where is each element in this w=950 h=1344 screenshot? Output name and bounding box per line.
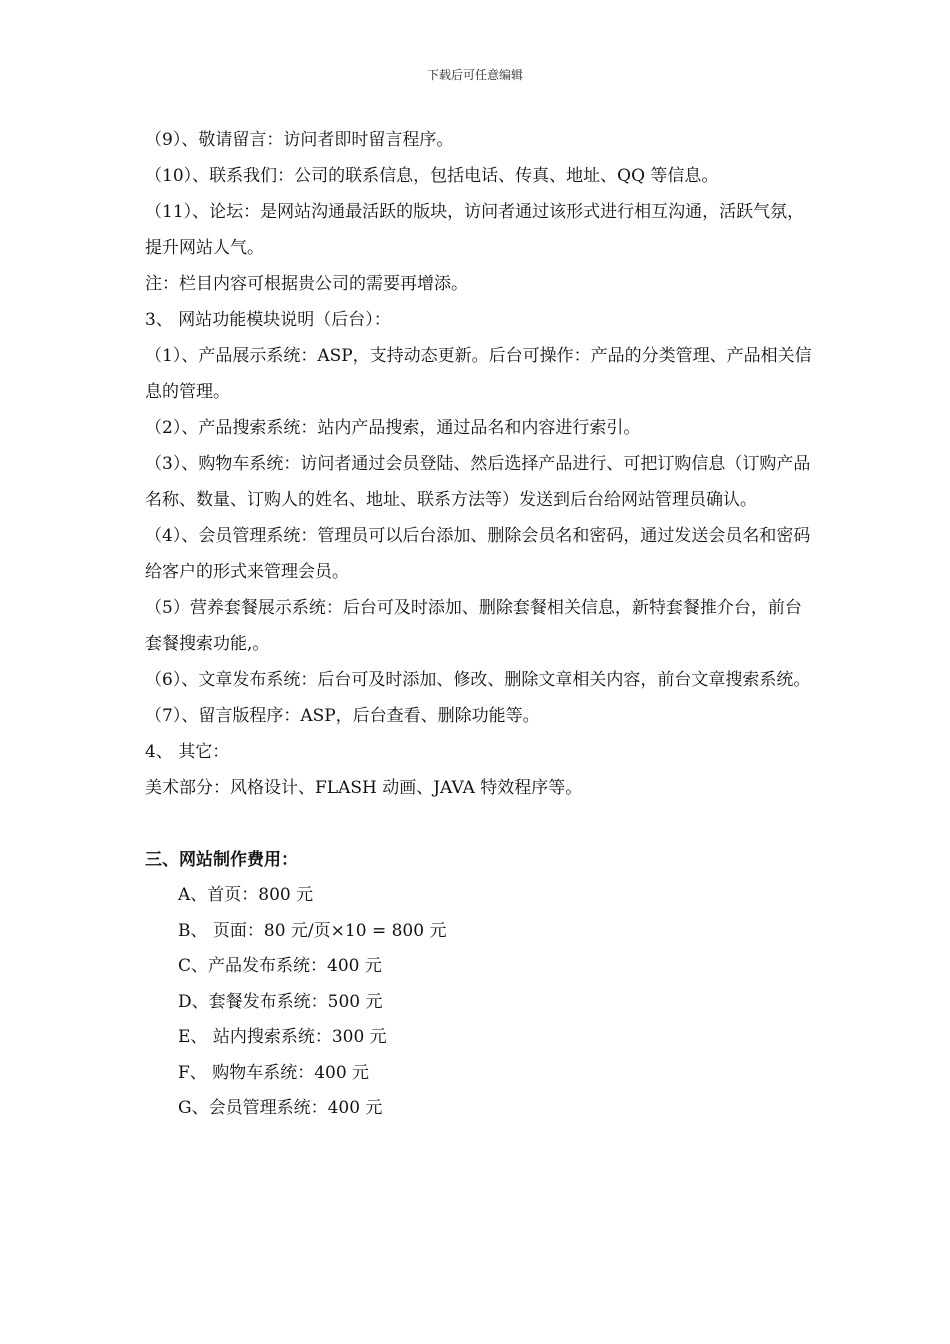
paragraph-art-section: 美术部分：风格设计、FLASH 动画、JAVA 特效程序等。: [145, 778, 583, 798]
fee-item-pages: B、 页面：80 元/页×10 = 800 元: [178, 920, 447, 941]
paragraph-member-management: （4）、会员管理系统：管理员可以后台添加、删除会员名和密码，通过发送会员名和密码给客户的形式来管理会员。: [145, 526, 811, 582]
paragraph-forum: （11）、论坛：是网站沟通最活跃的版块，访问者通过该形式进行相互沟通，活跃气氛，提升网站人气。: [145, 202, 805, 258]
fee-item-member-management: G、会员管理系统：400 元: [178, 1098, 383, 1118]
header-note: 下载后可任意编辑: [426, 68, 523, 82]
paragraph-others-title: 4、 其它：: [145, 742, 230, 762]
fee-item-site-search: E、 站内搜索系统：300 元: [178, 1027, 387, 1047]
blank-line: [145, 806, 815, 842]
paragraph-note: 注：栏目内容可根据贵公司的需要再增添。: [145, 274, 468, 294]
paragraph-article-publishing: （6）、文章发布系统：后台可及时添加、修改、删除文章相关内容，前台文章搜索系统。: [145, 670, 811, 690]
document-body: [145, 122, 815, 1127]
paragraph-backend-modules-title: 3、 网站功能模块说明（后台）：: [145, 310, 391, 330]
fees-heading: 三、网站制作费用：: [145, 850, 298, 870]
fee-list: [145, 878, 815, 1127]
paragraph-shopping-cart: （3）、购物车系统：访问者通过会员登陆、然后选择产品进行、可把订购信息（订购产品名称、数量、订购人的姓名、地址、联系方法等）发送到后台给网站管理员确认。: [145, 454, 811, 510]
paragraph-guestbook: （9）、敬请留言：访问者即时留言程序。: [145, 130, 454, 150]
paragraph-meal-display: （5）营养套餐展示系统：后台可及时添加、删除套餐相关信息，新特套餐推介台，前台套餐搜索功能,。: [145, 598, 802, 654]
fee-item-meal-publishing: D、套餐发布系统：500 元: [178, 991, 383, 1012]
paragraph-message-board: （7）、留言版程序：ASP，后台查看、删除功能等。: [145, 706, 540, 726]
fee-item-shopping-cart: F、 购物车系统：400 元: [178, 1062, 370, 1083]
paragraph-contact-us: （10）、联系我们：公司的联系信息，包括电话、传真、地址、QQ 等信息。: [145, 166, 719, 186]
fee-item-product-publishing: C、产品发布系统：400 元: [178, 956, 382, 976]
paragraph-product-display: （1）、产品展示系统：ASP，支持动态更新。后台可操作：产品的分类管理、产品相关信息的管理。: [145, 346, 812, 402]
fee-item-homepage: A、首页：800 元: [178, 885, 314, 905]
paragraph-product-search: （2）、产品搜索系统：站内产品搜索，通过品名和内容进行索引。: [145, 418, 641, 438]
